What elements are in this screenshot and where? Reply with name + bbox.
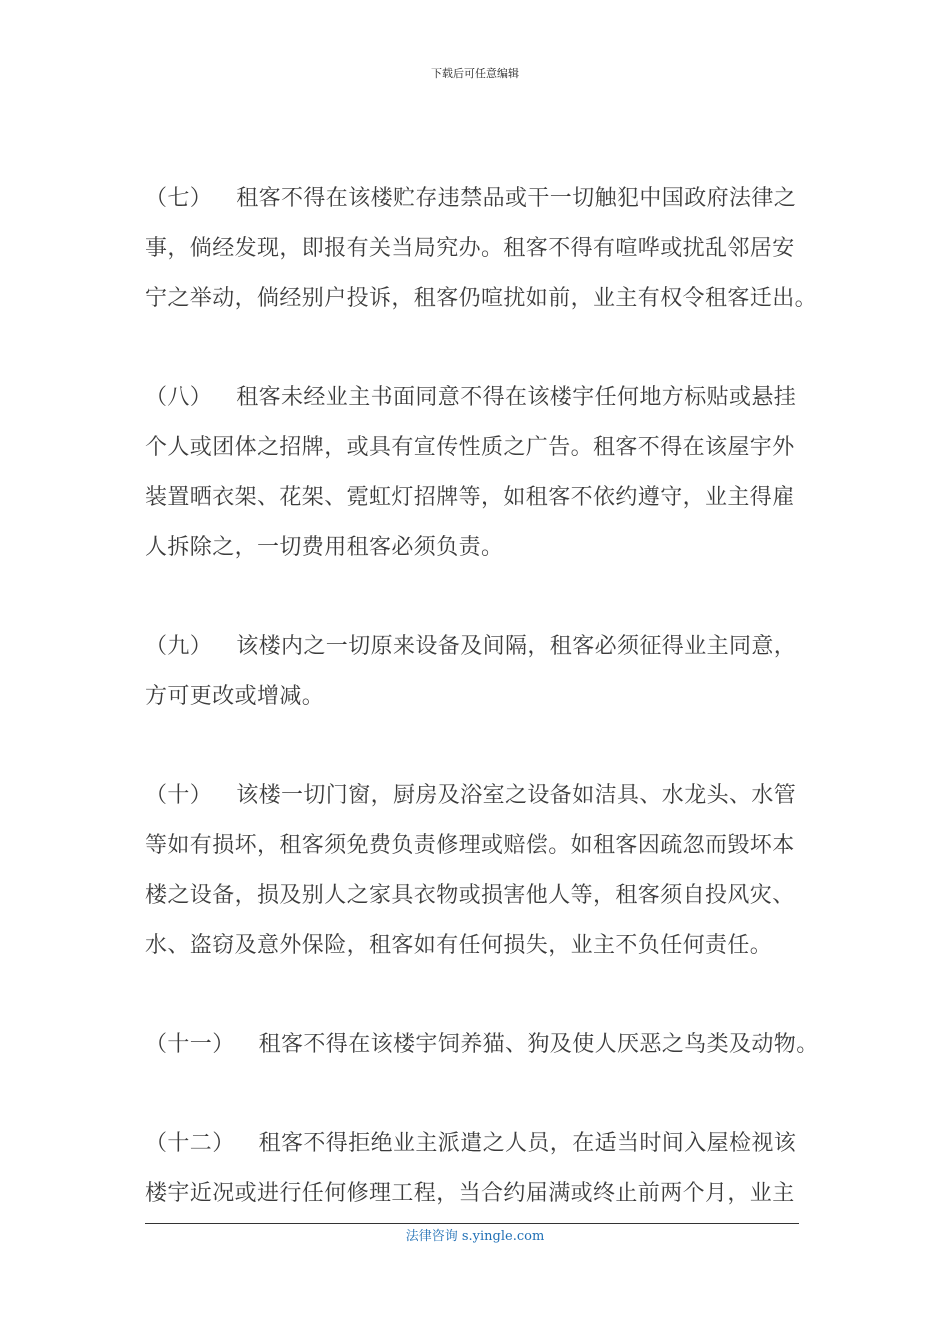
clause-text-line: 楼宇近况或进行任何修理工程，当合约届满或终止前两个月，业主 <box>145 1181 795 1206</box>
clause-text: 租客不得在该楼宇饲养猫、狗及使人厌恶之鸟类及动物。 <box>258 1032 819 1057</box>
clause-text-line: 方可更改或增减。 <box>145 684 325 709</box>
footer-link[interactable]: 法律咨询 s.yingle.com <box>405 1229 545 1244</box>
clause-first-line <box>145 1119 815 1169</box>
clause-8 <box>145 373 815 573</box>
clause-text-line: 事，倘经发现，即报有关当局究办。租客不得有喧哗或扰乱邻居安 <box>145 236 795 261</box>
page-header: 下载后可任意编辑 <box>431 67 519 80</box>
clause-text: 该楼一切门窗，厨房及浴室之设备如洁具、水龙头、水管 <box>236 783 797 808</box>
clause-first-line <box>145 174 815 224</box>
clause-first-line <box>145 373 815 423</box>
clause-first-line <box>145 771 815 821</box>
clause-10 <box>145 771 815 971</box>
clause-text-line: 等如有损坏，租客须免费负责修理或赔偿。如租客因疏忽而毁坏本 <box>145 833 795 858</box>
clause-number: （十一） <box>145 1032 235 1057</box>
clause-text: 租客不得拒绝业主派遣之人员，在适当时间入屋检视该 <box>258 1131 797 1156</box>
clause-7 <box>145 174 818 324</box>
clause-number: （八） <box>145 385 213 410</box>
clause-number: （十二） <box>145 1131 235 1156</box>
clause-text-line: 宁之举动，倘经别户投诉，租客仍喧扰如前，业主有权令租客迁出。 <box>145 286 818 311</box>
clause-text-line: 楼之设备，损及别人之家具衣物或损害他人等，租客须自投风灾、 <box>145 883 795 908</box>
clause-text-line: 个人或团体之招牌，或具有宣传性质之广告。租客不得在该屋宇外 <box>145 435 795 460</box>
clause-text-line: 装置晒衣架、花架、霓虹灯招牌等，如租客不依约遵守，业主得雇 <box>145 485 795 510</box>
clause-12 <box>145 1119 815 1219</box>
clause-number: （七） <box>145 186 213 211</box>
clause-text: 租客未经业主书面同意不得在该楼宇任何地方标贴或悬挂 <box>236 385 797 410</box>
clause-text: 该楼内之一切原来设备及间隔，租客必须征得业主同意， <box>236 634 797 659</box>
clause-number: （九） <box>145 634 213 659</box>
clause-11 <box>145 1020 819 1070</box>
clause-text-line: 水、盗窃及意外保险，租客如有任何损失，业主不负任何责任。 <box>145 933 773 958</box>
clause-number: （十） <box>145 783 213 808</box>
footer-divider <box>145 1223 799 1224</box>
clause-9 <box>145 622 815 722</box>
clause-text: 租客不得在该楼贮存违禁品或干一切触犯中国政府法律之 <box>236 186 797 211</box>
clause-first-line <box>145 1020 819 1070</box>
clause-text-line: 人拆除之，一切费用租客必须负责。 <box>145 535 504 560</box>
clause-first-line <box>145 622 815 672</box>
